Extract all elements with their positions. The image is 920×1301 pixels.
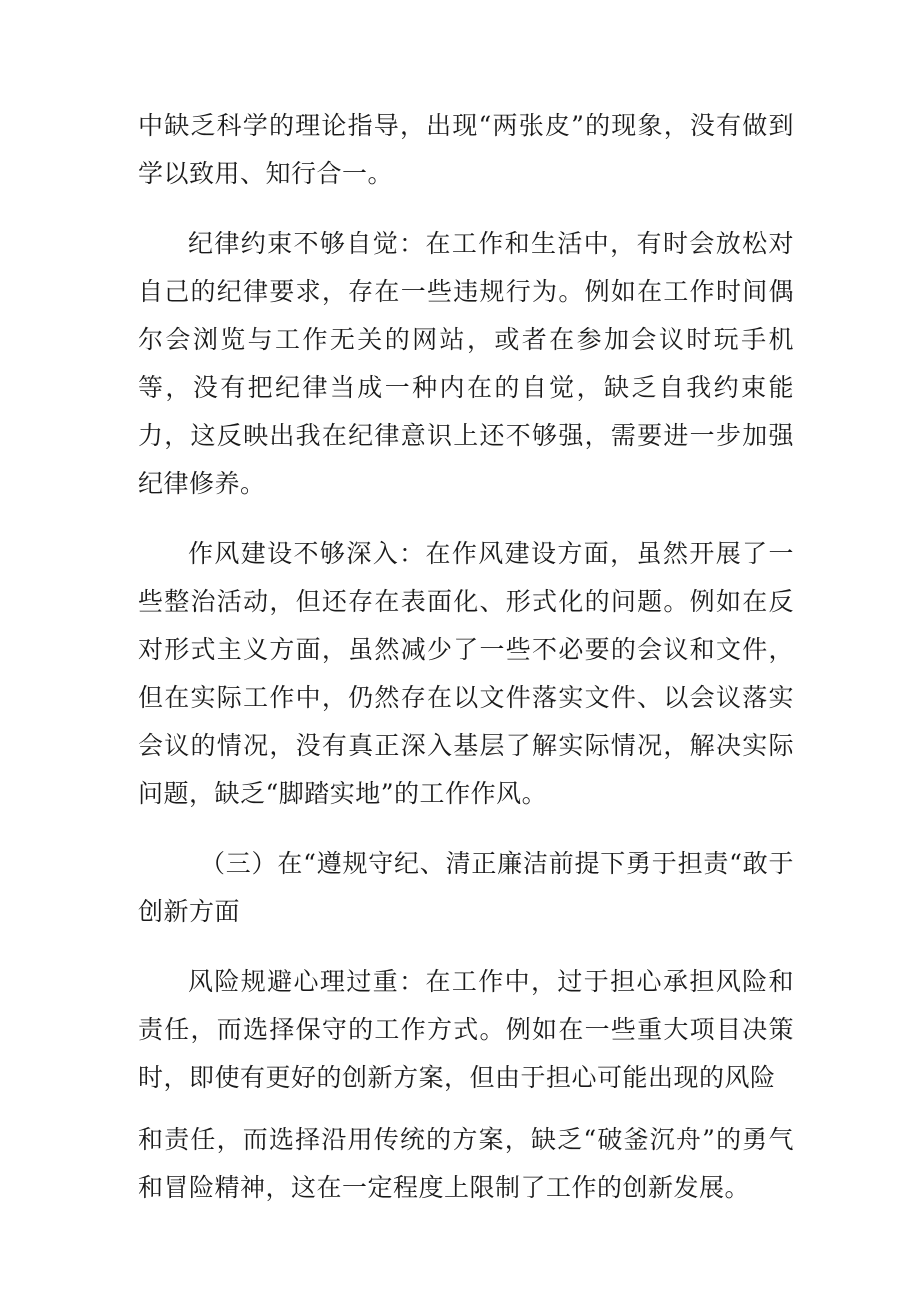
paragraph-work-style: 作风建设不够深入：在作风建设方面，虽然开展了一些整治活动，但还存在表面化、形式化的问题。例如在反对形式主义方面，虽然减少了一些不必要的会议和文件，但在实际工作中，仍然存在以文件落实文件、以会议落实会议的情况，没有真正深入基层了解实际情况，解决实际问题，缺乏“脚踏实地”的工作作风。 bbox=[138, 539, 794, 808]
paragraph-risk-aversion: 风险规避心理过重：在工作中，过于担心承担风险和责任，而选择保守的工作方式。例如在一些重大项目决策时，即使有更好的创新方案，但由于担心可能出现的风险 bbox=[138, 967, 794, 1092]
paragraph-discipline: 纪律约束不够自觉：在工作和生活中，有时会放松对自己的纪律要求，存在一些违规行为。例如在工作时间偶尔会浏览与工作无关的网站，或者在参加会议时玩手机等，没有把纪律当成一种内在的自觉，缺乏自我约束能力，这反映出我在纪律意识上还不够强，需要进一步加强纪律修养。 bbox=[138, 229, 794, 498]
document-body bbox=[138, 102, 794, 1234]
paragraph-risk-continuation: 和责任，而选择沿用传统的方案，缺乏“破釜沉舟”的勇气和冒险精神，这在一定程度上限制了工作的创新发展。 bbox=[138, 1125, 794, 1202]
paragraph-continuation: 中缺乏科学的理论指导，出现“两张皮”的现象，没有做到学以致用、知行合一。 bbox=[138, 111, 794, 188]
section-heading: （三）在“遵规守纪、清正廉洁前提下勇于担责“敢于创新方面 bbox=[138, 849, 794, 926]
